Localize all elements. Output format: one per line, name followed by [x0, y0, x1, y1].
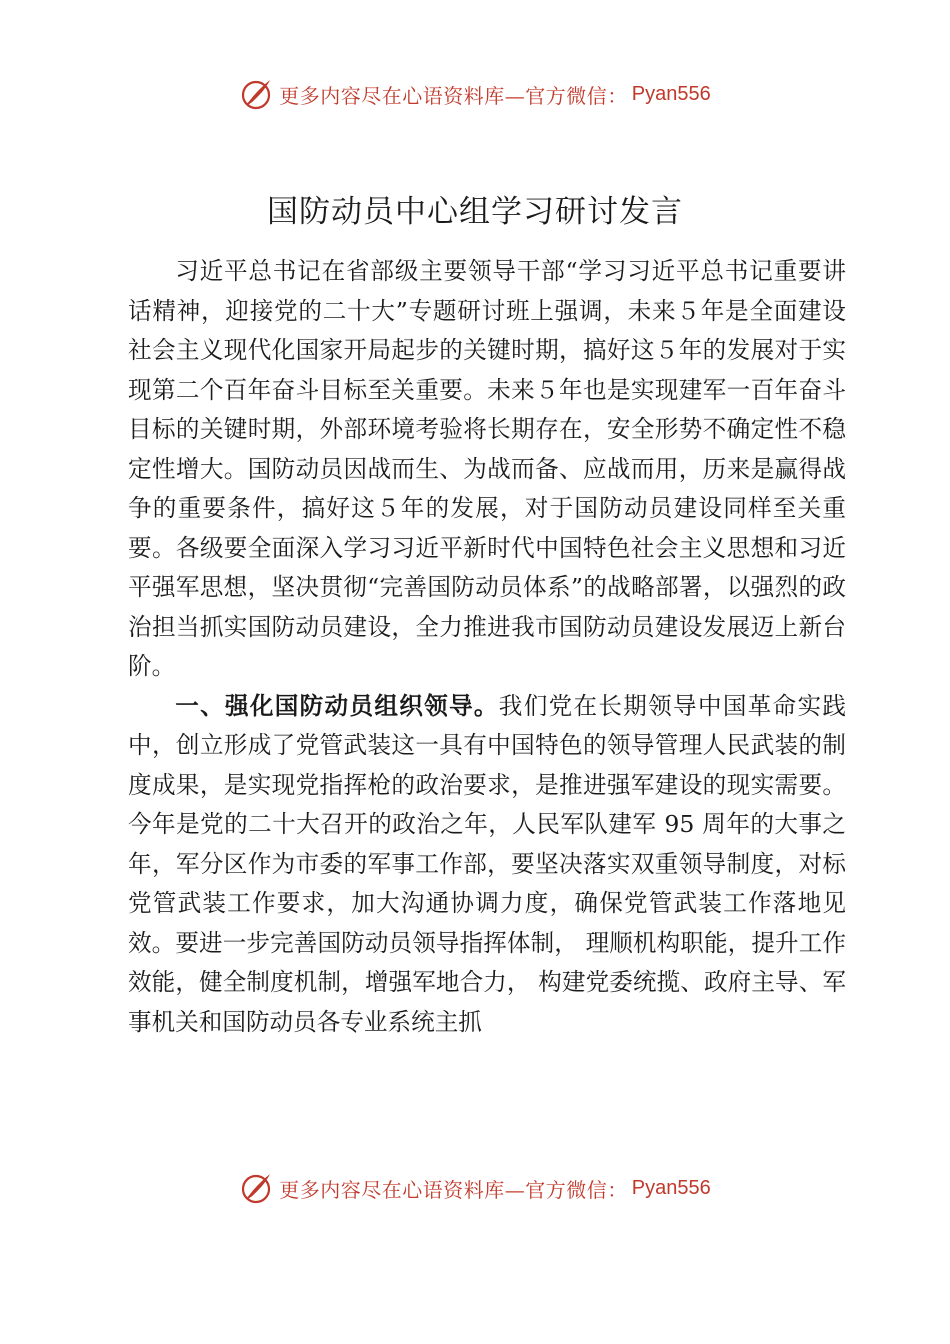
- intro-paragraph: 习近平总书记在省部级主要领导干部“学习习近平总书记重要讲话精神，迎接党的二十大”专题研讨班上强调，未来５年是全面建设社会主义现代化国家开局起步的关键时期，搞好这５年的发展对于实现第二个百年奋斗目标至关重要。未来５年也是实现建军一百年奋斗目标的关键时期，外部环境考验将长期存在，安全形势不确定性不稳定性增大。国防动员因战而生、为战而备、应战而用，历来是赢得战争的重要条件，搞好这５年的发展，对于国防动员建设同样至关重要。各级要全面深入学习习近平新时代中国特色社会主义思想和习近平强军思想，坚决贯彻“完善国防动员体系”的战略部署，以强烈的政治担当抓实国防动员建设，全力推进我市国防动员建设发展迈上新台阶。: [128, 257, 846, 680]
- watermark-text: 更多内容尽在心语资料库—官方微信：: [279, 83, 628, 108]
- section-1-body: 我们党在长期领导中国革命实践中，创立形成了党管武装这一具有中国特色的领导管理人民武装的制度成果，是实现党指挥枪的政治要求，是推进强军建设的现实需要。今年是党的二十大召开的政治之年，人民军队建军 95 周年的大事之年，军分区作为市委的军事工作部，要坚决落实双重领导制度，对标党管武装工作要求，加大沟通协调力度，确保党管武装工作落地见效。要进一步完善国防动员领导指挥体制， 理顺机构职能，提升工作效能，健全制度机制，增强军地合力， 构建党委统揽、政府主导、军事机关和国防动员各专业系统主抓: [128, 691, 846, 1036]
- watermark-text: 更多内容尽在心语资料库—官方微信：: [279, 1177, 628, 1202]
- watermark-banner-bottom: [0, 1168, 950, 1208]
- watermark-wechat-id: Pyan556: [631, 82, 711, 105]
- section-1-heading: 一、强化国防动员组织领导。: [175, 691, 499, 720]
- quill-logo-icon: [239, 1170, 275, 1206]
- watermark-banner-top: [0, 74, 950, 114]
- document-title: 国防动员中心组学习研讨发言: [267, 193, 683, 230]
- watermark-wechat-id: Pyan556: [631, 1176, 711, 1199]
- section-1-paragraph: [128, 687, 846, 1043]
- quill-logo-icon: [239, 76, 275, 112]
- document-body: [128, 252, 846, 1042]
